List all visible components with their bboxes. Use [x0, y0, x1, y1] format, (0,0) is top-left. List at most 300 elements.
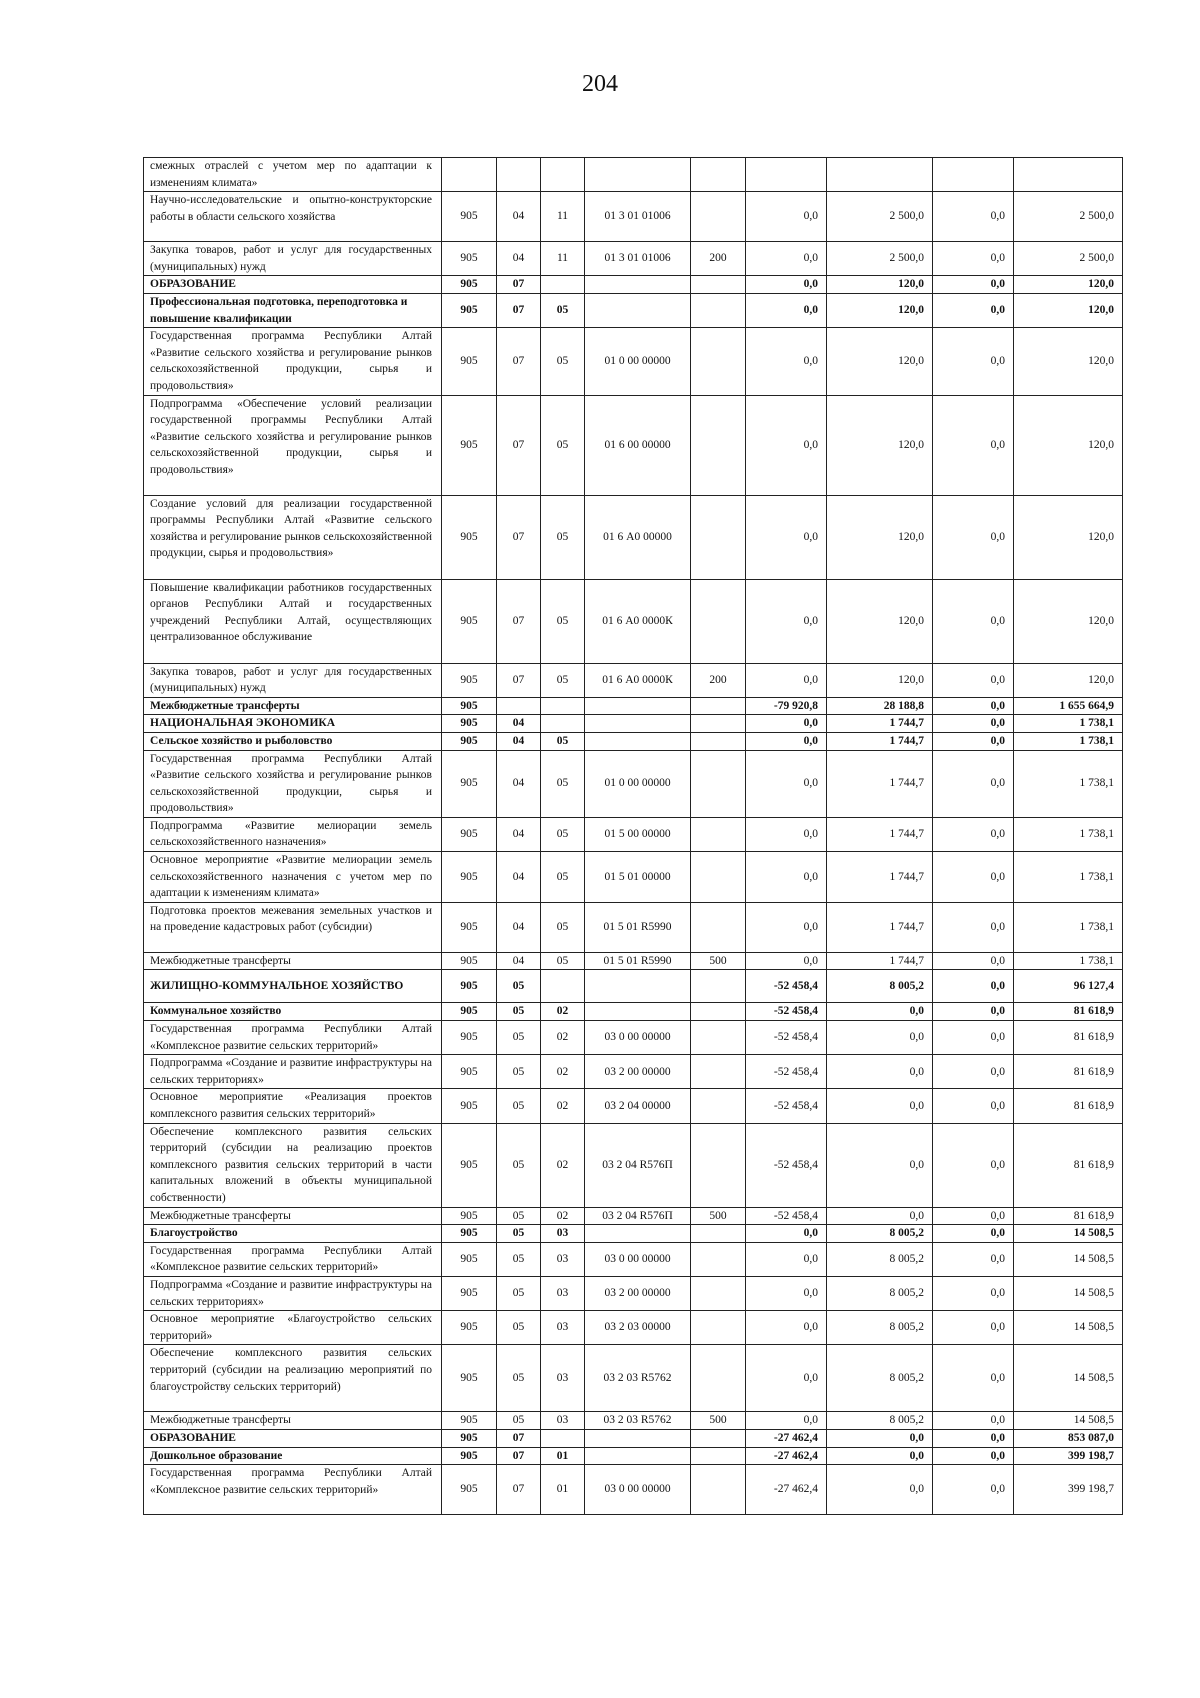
- row-value-1-cell: 0,0: [746, 495, 827, 579]
- row-value-2-cell: 120,0: [827, 276, 933, 294]
- row-value-1-cell: 0,0: [746, 952, 827, 970]
- row-target-code-cell: 01 5 00 00000: [585, 817, 691, 851]
- row-value-4-cell: 81 618,9: [1014, 1123, 1123, 1207]
- row-value-4-cell: 120,0: [1014, 328, 1123, 395]
- row-subsection-code-cell: 05: [541, 852, 585, 903]
- row-admin-code-cell: 905: [442, 579, 497, 663]
- row-target-code-cell: [585, 1429, 691, 1447]
- row-value-4-cell: 120,0: [1014, 495, 1123, 579]
- row-section-code-cell: 04: [497, 192, 541, 242]
- row-value-4-cell: 14 508,5: [1014, 1412, 1123, 1430]
- row-value-1-cell: 0,0: [746, 395, 827, 495]
- row-value-4-cell: 81 618,9: [1014, 1055, 1123, 1089]
- row-target-code-cell: 03 2 00 00000: [585, 1055, 691, 1089]
- row-value-3-cell: 0,0: [933, 1345, 1014, 1412]
- row-target-code-cell: 03 0 00 00000: [585, 1242, 691, 1276]
- row-value-2-cell: 0,0: [827, 1021, 933, 1055]
- row-value-4-cell: 81 618,9: [1014, 1021, 1123, 1055]
- row-subsection-code-cell: [541, 158, 585, 192]
- row-subsection-code-cell: 03: [541, 1311, 585, 1345]
- table-row: [144, 1447, 1123, 1465]
- row-admin-code-cell: 905: [442, 750, 497, 817]
- table-row: [144, 715, 1123, 733]
- row-name-cell: Закупка товаров, работ и услуг для государственных (муниципальных) нужд: [144, 242, 442, 276]
- row-value-3-cell: 0,0: [933, 1447, 1014, 1465]
- row-value-1-cell: -52 458,4: [746, 1123, 827, 1207]
- row-name-cell: Сельское хозяйство и рыболовство: [144, 732, 442, 750]
- row-value-3-cell: 0,0: [933, 293, 1014, 327]
- row-target-code-cell: [585, 158, 691, 192]
- row-value-4-cell: 2 500,0: [1014, 192, 1123, 242]
- row-expense-type-cell: [691, 1465, 746, 1515]
- row-section-code-cell: [497, 697, 541, 715]
- row-admin-code-cell: 905: [442, 1447, 497, 1465]
- row-section-code-cell: 07: [497, 328, 541, 395]
- row-expense-type-cell: [691, 732, 746, 750]
- row-value-4-cell: 1 738,1: [1014, 817, 1123, 851]
- row-value-3-cell: 0,0: [933, 1225, 1014, 1243]
- row-subsection-code-cell: [541, 715, 585, 733]
- row-name-cell: ЖИЛИЩНО-КОММУНАЛЬНОЕ ХОЗЯЙСТВО: [144, 970, 442, 1003]
- row-section-code-cell: 05: [497, 1003, 541, 1021]
- row-admin-code-cell: 905: [442, 1276, 497, 1310]
- row-expense-type-cell: 500: [691, 1207, 746, 1225]
- row-target-code-cell: 03 2 03 R5762: [585, 1412, 691, 1430]
- row-value-2-cell: 8 005,2: [827, 1242, 933, 1276]
- row-value-4-cell: 14 508,5: [1014, 1225, 1123, 1243]
- row-value-1-cell: 0,0: [746, 1242, 827, 1276]
- row-expense-type-cell: 200: [691, 242, 746, 276]
- row-admin-code-cell: 905: [442, 276, 497, 294]
- row-value-1-cell: -52 458,4: [746, 1003, 827, 1021]
- row-value-1-cell: -27 462,4: [746, 1447, 827, 1465]
- row-subsection-code-cell: 02: [541, 1021, 585, 1055]
- row-target-code-cell: 01 6 А0 00000: [585, 495, 691, 579]
- row-expense-type-cell: [691, 1276, 746, 1310]
- row-section-code-cell: 05: [497, 1225, 541, 1243]
- row-value-2-cell: 0,0: [827, 1465, 933, 1515]
- row-name-cell: Обеспечение комплексного развития сельских территорий (субсидии на реализацию мероприятий по благоустройству сельских территорий): [144, 1345, 442, 1412]
- row-section-code-cell: 05: [497, 1311, 541, 1345]
- row-section-code-cell: 04: [497, 902, 541, 952]
- row-section-code-cell: 05: [497, 1207, 541, 1225]
- row-value-4-cell: 120,0: [1014, 293, 1123, 327]
- row-subsection-code-cell: 05: [541, 750, 585, 817]
- row-value-4-cell: 120,0: [1014, 276, 1123, 294]
- row-value-1-cell: 0,0: [746, 715, 827, 733]
- row-name-cell: Коммунальное хозяйство: [144, 1003, 442, 1021]
- row-value-1-cell: -52 458,4: [746, 1089, 827, 1123]
- row-value-3-cell: 0,0: [933, 328, 1014, 395]
- row-value-4-cell: 1 738,1: [1014, 732, 1123, 750]
- row-value-3-cell: 0,0: [933, 1276, 1014, 1310]
- row-value-3-cell: 0,0: [933, 1311, 1014, 1345]
- row-target-code-cell: 01 5 01 R5990: [585, 902, 691, 952]
- row-value-1-cell: -27 462,4: [746, 1465, 827, 1515]
- row-value-1-cell: -52 458,4: [746, 1207, 827, 1225]
- row-name-cell: Государственная программа Республики Алтай «Развитие сельского хозяйства и регулирование рынков сельскохозяйственной продукции, сырья и продовольствия»: [144, 750, 442, 817]
- row-value-4-cell: 1 738,1: [1014, 852, 1123, 903]
- row-name-cell: Дошкольное образование: [144, 1447, 442, 1465]
- row-subsection-code-cell: [541, 1429, 585, 1447]
- row-target-code-cell: 01 0 00 00000: [585, 328, 691, 395]
- row-target-code-cell: 03 2 03 R5762: [585, 1345, 691, 1412]
- row-value-1-cell: 0,0: [746, 276, 827, 294]
- table-row: [144, 1123, 1123, 1207]
- row-target-code-cell: 01 5 01 R5990: [585, 952, 691, 970]
- row-value-4-cell: 1 738,1: [1014, 750, 1123, 817]
- row-admin-code-cell: 905: [442, 1412, 497, 1430]
- row-value-3-cell: 0,0: [933, 852, 1014, 903]
- row-expense-type-cell: [691, 293, 746, 327]
- row-admin-code-cell: 905: [442, 1345, 497, 1412]
- row-admin-code-cell: 905: [442, 1003, 497, 1021]
- row-expense-type-cell: [691, 1242, 746, 1276]
- row-section-code-cell: 05: [497, 1089, 541, 1123]
- row-value-1-cell: 0,0: [746, 817, 827, 851]
- row-value-3-cell: 0,0: [933, 715, 1014, 733]
- row-name-cell: Межбюджетные трансферты: [144, 952, 442, 970]
- row-value-3-cell: 0,0: [933, 1429, 1014, 1447]
- row-section-code-cell: 07: [497, 293, 541, 327]
- row-name-cell: Государственная программа Республики Алтай «Комплексное развитие сельских территорий»: [144, 1021, 442, 1055]
- table-row: [144, 852, 1123, 903]
- row-target-code-cell: 03 2 04 R576П: [585, 1207, 691, 1225]
- row-value-1-cell: 0,0: [746, 1276, 827, 1310]
- table-row: [144, 952, 1123, 970]
- row-value-4-cell: 14 508,5: [1014, 1276, 1123, 1310]
- row-subsection-code-cell: [541, 276, 585, 294]
- row-value-1-cell: 0,0: [746, 902, 827, 952]
- row-value-2-cell: 1 744,7: [827, 732, 933, 750]
- row-value-4-cell: 399 198,7: [1014, 1447, 1123, 1465]
- row-value-3-cell: 0,0: [933, 395, 1014, 495]
- row-section-code-cell: 04: [497, 750, 541, 817]
- table-row: [144, 328, 1123, 395]
- row-name-cell: Благоустройство: [144, 1225, 442, 1243]
- row-admin-code-cell: 905: [442, 952, 497, 970]
- row-value-4-cell: 1 738,1: [1014, 952, 1123, 970]
- row-value-3-cell: 0,0: [933, 1465, 1014, 1515]
- row-value-2-cell: 1 744,7: [827, 952, 933, 970]
- row-name-cell: Подготовка проектов межевания земельных участков и на проведение кадастровых работ (субсидии): [144, 902, 442, 952]
- table-row: [144, 902, 1123, 952]
- row-expense-type-cell: [691, 1089, 746, 1123]
- row-subsection-code-cell: 05: [541, 328, 585, 395]
- row-value-3-cell: 0,0: [933, 1003, 1014, 1021]
- row-section-code-cell: 05: [497, 1276, 541, 1310]
- row-name-cell: Обеспечение комплексного развития сельских территорий (субсидии на реализацию проектов комплексного развития сельских территорий в части капитальных вложений в объекты муниципальной собственности): [144, 1123, 442, 1207]
- row-value-2-cell: 0,0: [827, 1207, 933, 1225]
- row-name-cell: Основное мероприятие «Развитие мелиорации земель сельскохозяйственного назначения с учетом мер по адаптации к изменениям климата»: [144, 852, 442, 903]
- row-expense-type-cell: [691, 1055, 746, 1089]
- row-admin-code-cell: 905: [442, 242, 497, 276]
- row-value-3-cell: 0,0: [933, 952, 1014, 970]
- table-row: [144, 276, 1123, 294]
- row-subsection-code-cell: 05: [541, 732, 585, 750]
- table-row: [144, 1003, 1123, 1021]
- row-target-code-cell: 03 0 00 00000: [585, 1465, 691, 1515]
- row-expense-type-cell: [691, 902, 746, 952]
- table-row: [144, 970, 1123, 1003]
- row-name-cell: Закупка товаров, работ и услуг для государственных (муниципальных) нужд: [144, 663, 442, 697]
- row-target-code-cell: 01 6 А0 0000К: [585, 663, 691, 697]
- row-section-code-cell: 07: [497, 1447, 541, 1465]
- row-value-3-cell: 0,0: [933, 1242, 1014, 1276]
- row-admin-code-cell: 905: [442, 1242, 497, 1276]
- row-name-cell: Повышение квалификации работников государственных органов Республики Алтай и государственных учреждений Республики Алтай, осуществляющих централизованное обслуживание: [144, 579, 442, 663]
- row-value-4-cell: 399 198,7: [1014, 1465, 1123, 1515]
- row-expense-type-cell: [691, 1021, 746, 1055]
- row-value-3-cell: 0,0: [933, 1207, 1014, 1225]
- row-value-3-cell: 0,0: [933, 1123, 1014, 1207]
- row-admin-code-cell: 905: [442, 495, 497, 579]
- row-name-cell: Межбюджетные трансферты: [144, 1412, 442, 1430]
- row-section-code-cell: 04: [497, 715, 541, 733]
- row-admin-code-cell: 905: [442, 1089, 497, 1123]
- row-expense-type-cell: 500: [691, 1412, 746, 1430]
- table-row: [144, 817, 1123, 851]
- row-subsection-code-cell: 11: [541, 242, 585, 276]
- row-subsection-code-cell: 05: [541, 495, 585, 579]
- row-value-3-cell: 0,0: [933, 1412, 1014, 1430]
- row-value-2-cell: 120,0: [827, 395, 933, 495]
- row-subsection-code-cell: 01: [541, 1447, 585, 1465]
- row-admin-code-cell: 905: [442, 1225, 497, 1243]
- row-value-3-cell: 0,0: [933, 750, 1014, 817]
- row-admin-code-cell: 905: [442, 902, 497, 952]
- row-expense-type-cell: [691, 192, 746, 242]
- row-name-cell: Подпрограмма «Создание и развитие инфраструктуры на сельских территориях»: [144, 1276, 442, 1310]
- row-value-3-cell: 0,0: [933, 902, 1014, 952]
- row-section-code-cell: 07: [497, 395, 541, 495]
- row-admin-code-cell: 905: [442, 1429, 497, 1447]
- row-subsection-code-cell: 05: [541, 902, 585, 952]
- budget-table: [143, 157, 1123, 1515]
- row-value-1-cell: [746, 158, 827, 192]
- row-admin-code-cell: 905: [442, 715, 497, 733]
- row-target-code-cell: 01 5 01 00000: [585, 852, 691, 903]
- row-expense-type-cell: [691, 697, 746, 715]
- row-value-4-cell: 1 738,1: [1014, 715, 1123, 733]
- row-value-2-cell: 1 744,7: [827, 750, 933, 817]
- row-target-code-cell: 01 6 00 00000: [585, 395, 691, 495]
- row-value-2-cell: 0,0: [827, 1429, 933, 1447]
- row-value-2-cell: 120,0: [827, 663, 933, 697]
- row-value-1-cell: 0,0: [746, 732, 827, 750]
- row-admin-code-cell: 905: [442, 1311, 497, 1345]
- row-section-code-cell: 04: [497, 817, 541, 851]
- table-row: [144, 1345, 1123, 1412]
- row-section-code-cell: 07: [497, 276, 541, 294]
- row-admin-code-cell: 905: [442, 192, 497, 242]
- row-expense-type-cell: [691, 970, 746, 1003]
- row-admin-code-cell: 905: [442, 817, 497, 851]
- row-expense-type-cell: [691, 1345, 746, 1412]
- row-value-2-cell: 1 744,7: [827, 852, 933, 903]
- row-target-code-cell: [585, 1447, 691, 1465]
- row-target-code-cell: [585, 1003, 691, 1021]
- row-value-4-cell: 14 508,5: [1014, 1345, 1123, 1412]
- row-expense-type-cell: 500: [691, 952, 746, 970]
- row-value-3-cell: 0,0: [933, 495, 1014, 579]
- row-name-cell: Межбюджетные трансферты: [144, 1207, 442, 1225]
- row-subsection-code-cell: [541, 697, 585, 715]
- row-expense-type-cell: [691, 1225, 746, 1243]
- table-row: [144, 1055, 1123, 1089]
- row-value-1-cell: -52 458,4: [746, 1055, 827, 1089]
- row-subsection-code-cell: 03: [541, 1345, 585, 1412]
- row-section-code-cell: 05: [497, 1345, 541, 1412]
- row-subsection-code-cell: 05: [541, 952, 585, 970]
- row-value-2-cell: 0,0: [827, 1447, 933, 1465]
- row-value-1-cell: -79 920,8: [746, 697, 827, 715]
- row-expense-type-cell: [691, 276, 746, 294]
- row-value-3-cell: 0,0: [933, 697, 1014, 715]
- row-section-code-cell: 07: [497, 1429, 541, 1447]
- row-section-code-cell: 05: [497, 970, 541, 1003]
- row-admin-code-cell: 905: [442, 328, 497, 395]
- table-row: [144, 1021, 1123, 1055]
- row-value-4-cell: 120,0: [1014, 663, 1123, 697]
- row-value-2-cell: 120,0: [827, 328, 933, 395]
- row-value-2-cell: 0,0: [827, 1055, 933, 1089]
- row-value-1-cell: -52 458,4: [746, 1021, 827, 1055]
- row-value-1-cell: 0,0: [746, 1412, 827, 1430]
- row-expense-type-cell: [691, 158, 746, 192]
- row-subsection-code-cell: 02: [541, 1055, 585, 1089]
- row-expense-type-cell: [691, 817, 746, 851]
- row-value-3-cell: 0,0: [933, 192, 1014, 242]
- row-value-3-cell: 0,0: [933, 970, 1014, 1003]
- row-subsection-code-cell: 05: [541, 579, 585, 663]
- row-name-cell: ОБРАЗОВАНИЕ: [144, 276, 442, 294]
- row-target-code-cell: 03 2 04 R576П: [585, 1123, 691, 1207]
- table-row: [144, 1242, 1123, 1276]
- row-target-code-cell: [585, 1225, 691, 1243]
- row-admin-code-cell: 905: [442, 1123, 497, 1207]
- row-expense-type-cell: [691, 395, 746, 495]
- row-expense-type-cell: [691, 1447, 746, 1465]
- row-subsection-code-cell: 03: [541, 1276, 585, 1310]
- row-section-code-cell: 05: [497, 1242, 541, 1276]
- row-value-2-cell: 2 500,0: [827, 242, 933, 276]
- row-section-code-cell: 04: [497, 242, 541, 276]
- page-number: 204: [582, 71, 618, 97]
- row-value-2-cell: 1 744,7: [827, 817, 933, 851]
- row-section-code-cell: 05: [497, 1055, 541, 1089]
- row-admin-code-cell: 905: [442, 395, 497, 495]
- row-value-4-cell: 2 500,0: [1014, 242, 1123, 276]
- row-target-code-cell: [585, 970, 691, 1003]
- table-row: [144, 395, 1123, 495]
- table-row: [144, 1276, 1123, 1310]
- row-expense-type-cell: [691, 328, 746, 395]
- row-subsection-code-cell: 03: [541, 1412, 585, 1430]
- row-name-cell: НАЦИОНАЛЬНАЯ ЭКОНОМИКА: [144, 715, 442, 733]
- table-row: [144, 1465, 1123, 1515]
- row-value-1-cell: -52 458,4: [746, 970, 827, 1003]
- row-target-code-cell: 01 3 01 01006: [585, 192, 691, 242]
- row-expense-type-cell: [691, 1429, 746, 1447]
- row-subsection-code-cell: 01: [541, 1465, 585, 1515]
- row-value-2-cell: 0,0: [827, 1003, 933, 1021]
- row-target-code-cell: [585, 732, 691, 750]
- row-subsection-code-cell: 05: [541, 293, 585, 327]
- row-subsection-code-cell: [541, 970, 585, 1003]
- row-value-2-cell: 2 500,0: [827, 192, 933, 242]
- row-target-code-cell: 03 2 03 00000: [585, 1311, 691, 1345]
- row-subsection-code-cell: 02: [541, 1003, 585, 1021]
- row-value-4-cell: 81 618,9: [1014, 1089, 1123, 1123]
- row-value-3-cell: 0,0: [933, 1089, 1014, 1123]
- row-value-3-cell: 0,0: [933, 817, 1014, 851]
- row-target-code-cell: 01 6 А0 0000К: [585, 579, 691, 663]
- row-subsection-code-cell: 02: [541, 1207, 585, 1225]
- row-section-code-cell: 05: [497, 1123, 541, 1207]
- table-row: [144, 158, 1123, 192]
- row-expense-type-cell: [691, 1003, 746, 1021]
- row-admin-code-cell: 905: [442, 293, 497, 327]
- row-subsection-code-cell: 11: [541, 192, 585, 242]
- table-row: [144, 1207, 1123, 1225]
- row-admin-code-cell: 905: [442, 1465, 497, 1515]
- row-name-cell: Государственная программа Республики Алтай «Комплексное развитие сельских территорий»: [144, 1465, 442, 1515]
- table-row: [144, 663, 1123, 697]
- row-value-4-cell: 1 655 664,9: [1014, 697, 1123, 715]
- row-subsection-code-cell: 05: [541, 817, 585, 851]
- row-name-cell: Профессиональная подготовка, переподготовка и повышение квалификации: [144, 293, 442, 327]
- row-value-4-cell: [1014, 158, 1123, 192]
- row-name-cell: Создание условий для реализации государственной программы Республики Алтай «Развитие сельского хозяйства и регулирование рынков сельскохозяйственной продукции, сырья и продовольствия»: [144, 495, 442, 579]
- row-subsection-code-cell: 03: [541, 1242, 585, 1276]
- table-row: [144, 192, 1123, 242]
- row-name-cell: Основное мероприятие «Реализация проектов комплексного развития сельских территорий»: [144, 1089, 442, 1123]
- row-subsection-code-cell: 05: [541, 395, 585, 495]
- table-row: [144, 495, 1123, 579]
- row-value-4-cell: 14 508,5: [1014, 1311, 1123, 1345]
- row-name-cell: Государственная программа Республики Алтай «Развитие сельского хозяйства и регулирование рынков сельскохозяйственной продукции, сырья и продовольствия»: [144, 328, 442, 395]
- row-target-code-cell: 03 0 00 00000: [585, 1021, 691, 1055]
- row-section-code-cell: 05: [497, 1021, 541, 1055]
- row-section-code-cell: 07: [497, 1465, 541, 1515]
- row-expense-type-cell: 200: [691, 663, 746, 697]
- row-value-3-cell: 0,0: [933, 732, 1014, 750]
- row-value-2-cell: 8 005,2: [827, 1225, 933, 1243]
- row-name-cell: Подпрограмма «Обеспечение условий реализации государственной программы Республики Алтай «Развитие сельского хозяйства и регулирование рынков сельскохозяйственной продукции, сырья и продовольствия»: [144, 395, 442, 495]
- row-value-3-cell: 0,0: [933, 579, 1014, 663]
- row-section-code-cell: 04: [497, 732, 541, 750]
- row-subsection-code-cell: 05: [541, 663, 585, 697]
- row-value-2-cell: 120,0: [827, 495, 933, 579]
- row-value-4-cell: 96 127,4: [1014, 970, 1123, 1003]
- row-expense-type-cell: [691, 715, 746, 733]
- row-value-4-cell: 120,0: [1014, 395, 1123, 495]
- table-row: [144, 750, 1123, 817]
- table-row: [144, 1225, 1123, 1243]
- row-value-3-cell: 0,0: [933, 242, 1014, 276]
- row-value-2-cell: 0,0: [827, 1123, 933, 1207]
- row-value-4-cell: 81 618,9: [1014, 1207, 1123, 1225]
- row-admin-code-cell: 905: [442, 1207, 497, 1225]
- row-section-code-cell: 04: [497, 952, 541, 970]
- row-value-2-cell: 28 188,8: [827, 697, 933, 715]
- row-expense-type-cell: [691, 1123, 746, 1207]
- row-subsection-code-cell: 02: [541, 1123, 585, 1207]
- row-name-cell: Основное мероприятие «Благоустройство сельских территорий»: [144, 1311, 442, 1345]
- row-expense-type-cell: [691, 495, 746, 579]
- row-value-3-cell: [933, 158, 1014, 192]
